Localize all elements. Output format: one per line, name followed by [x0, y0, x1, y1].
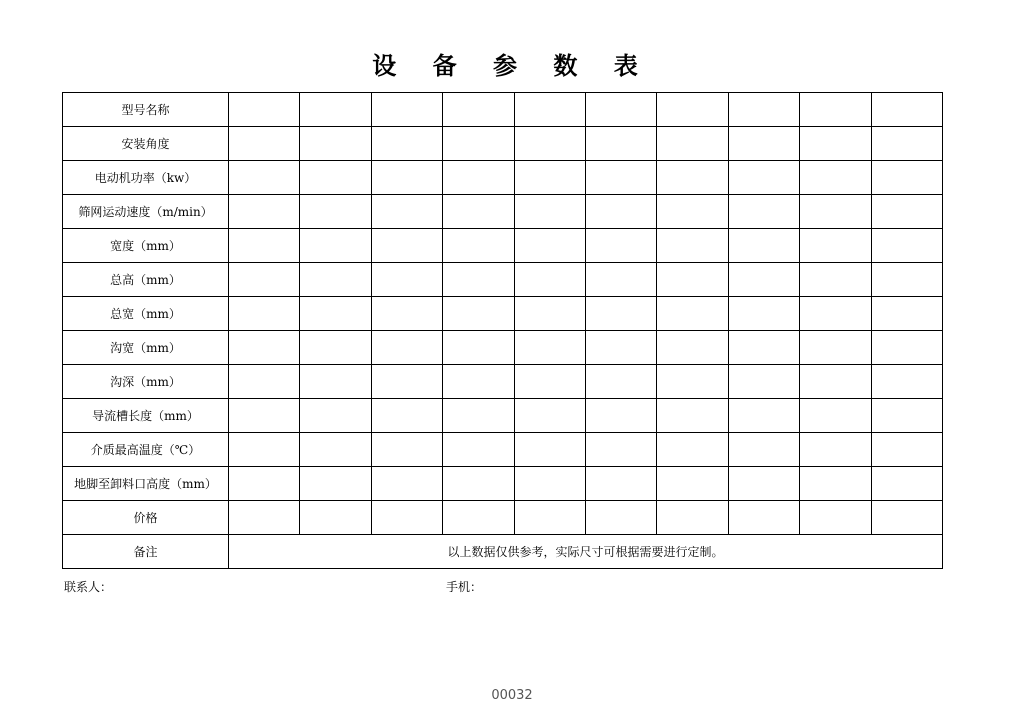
value-cell[interactable] [657, 195, 728, 229]
value-cell[interactable] [443, 195, 514, 229]
value-cell[interactable] [728, 399, 799, 433]
value-cell[interactable] [585, 331, 656, 365]
value-cell[interactable] [229, 365, 300, 399]
value-cell[interactable] [514, 161, 585, 195]
value-cell[interactable] [371, 127, 442, 161]
value-cell[interactable] [300, 161, 371, 195]
value-cell[interactable] [371, 467, 442, 501]
value-cell[interactable] [657, 365, 728, 399]
parameter-table-body [63, 93, 943, 569]
value-cell[interactable] [514, 93, 585, 127]
page-number: 00032 [491, 688, 533, 703]
value-cell[interactable] [371, 501, 442, 535]
parameter-table [62, 92, 943, 569]
row-label: 沟深（mm） [63, 365, 229, 399]
value-cell[interactable] [300, 331, 371, 365]
table-row [63, 161, 943, 195]
value-cell[interactable] [443, 467, 514, 501]
value-cell[interactable] [300, 195, 371, 229]
value-cell[interactable] [300, 365, 371, 399]
value-cell[interactable] [585, 297, 656, 331]
row-label: 筛网运动速度（m/min） [63, 195, 229, 229]
table-row [63, 93, 943, 127]
value-cell[interactable] [585, 433, 656, 467]
value-cell[interactable] [371, 161, 442, 195]
value-cell[interactable] [871, 331, 942, 365]
value-cell[interactable] [229, 229, 300, 263]
value-cell[interactable] [800, 127, 871, 161]
value-cell[interactable] [800, 467, 871, 501]
value-cell[interactable] [585, 229, 656, 263]
table-row [63, 195, 943, 229]
value-cell[interactable] [728, 331, 799, 365]
value-cell[interactable] [871, 399, 942, 433]
value-cell[interactable] [585, 501, 656, 535]
phone-label: 手机： [446, 580, 483, 594]
value-cell[interactable] [443, 93, 514, 127]
value-cell[interactable] [443, 297, 514, 331]
table-row [63, 263, 943, 297]
value-cell[interactable] [657, 501, 728, 535]
value-cell[interactable] [728, 229, 799, 263]
value-cell[interactable] [585, 365, 656, 399]
value-cell[interactable] [800, 399, 871, 433]
value-cell[interactable] [300, 467, 371, 501]
value-cell[interactable] [300, 127, 371, 161]
value-cell[interactable] [371, 93, 442, 127]
value-cell[interactable] [800, 229, 871, 263]
value-cell[interactable] [229, 433, 300, 467]
value-cell[interactable] [728, 501, 799, 535]
value-cell[interactable] [728, 195, 799, 229]
value-cell[interactable] [871, 161, 942, 195]
value-cell[interactable] [585, 93, 656, 127]
value-cell[interactable] [871, 365, 942, 399]
value-cell[interactable] [871, 501, 942, 535]
page-title: 设 备 参 数 表 [372, 52, 652, 80]
value-cell[interactable] [229, 399, 300, 433]
value-cell[interactable] [443, 127, 514, 161]
value-cell[interactable] [300, 501, 371, 535]
value-cell[interactable] [585, 263, 656, 297]
note-label: 备注 [63, 535, 229, 569]
value-cell[interactable] [443, 331, 514, 365]
value-cell[interactable] [443, 263, 514, 297]
value-cell[interactable] [300, 229, 371, 263]
row-label: 介质最高温度（℃） [63, 433, 229, 467]
value-cell[interactable] [728, 127, 799, 161]
value-cell[interactable] [300, 297, 371, 331]
value-cell[interactable] [728, 297, 799, 331]
value-cell[interactable] [871, 467, 942, 501]
value-cell[interactable] [229, 297, 300, 331]
value-cell[interactable] [300, 433, 371, 467]
value-cell[interactable] [871, 263, 942, 297]
value-cell[interactable] [514, 501, 585, 535]
value-cell[interactable] [514, 331, 585, 365]
value-cell[interactable] [443, 161, 514, 195]
value-cell[interactable] [728, 263, 799, 297]
value-cell[interactable] [229, 195, 300, 229]
value-cell[interactable] [728, 365, 799, 399]
table-row [63, 127, 943, 161]
value-cell[interactable] [657, 331, 728, 365]
value-cell[interactable] [800, 93, 871, 127]
value-cell[interactable] [871, 195, 942, 229]
value-cell[interactable] [800, 195, 871, 229]
value-cell[interactable] [229, 161, 300, 195]
value-cell[interactable] [514, 195, 585, 229]
value-cell[interactable] [514, 263, 585, 297]
value-cell[interactable] [443, 365, 514, 399]
value-cell[interactable] [371, 229, 442, 263]
value-cell[interactable] [443, 399, 514, 433]
row-label: 价格 [63, 501, 229, 535]
value-cell[interactable] [728, 433, 799, 467]
row-label: 型号名称 [63, 93, 229, 127]
row-label: 导流槽长度（mm） [63, 399, 229, 433]
value-cell[interactable] [871, 93, 942, 127]
value-cell[interactable] [800, 365, 871, 399]
table-row [63, 399, 943, 433]
row-label: 电动机功率（kw） [63, 161, 229, 195]
value-cell[interactable] [514, 467, 585, 501]
value-cell[interactable] [371, 331, 442, 365]
value-cell[interactable] [514, 365, 585, 399]
table-row [63, 331, 943, 365]
value-cell[interactable] [800, 263, 871, 297]
value-cell[interactable] [657, 263, 728, 297]
value-cell[interactable] [514, 399, 585, 433]
value-cell[interactable] [657, 297, 728, 331]
value-cell[interactable] [371, 263, 442, 297]
note-text: 以上数据仅供参考，实际尺寸可根据需要进行定制。 [229, 535, 943, 569]
value-cell[interactable] [800, 297, 871, 331]
value-cell[interactable] [371, 365, 442, 399]
value-cell[interactable] [514, 297, 585, 331]
value-cell[interactable] [800, 331, 871, 365]
value-cell[interactable] [728, 93, 799, 127]
table-row [63, 365, 943, 399]
value-cell[interactable] [443, 229, 514, 263]
value-cell[interactable] [800, 501, 871, 535]
value-cell[interactable] [371, 195, 442, 229]
value-cell[interactable] [371, 297, 442, 331]
value-cell[interactable] [585, 399, 656, 433]
note-row [63, 535, 943, 569]
value-cell[interactable] [728, 467, 799, 501]
value-cell[interactable] [657, 467, 728, 501]
value-cell[interactable] [229, 467, 300, 501]
value-cell[interactable] [229, 263, 300, 297]
value-cell[interactable] [657, 161, 728, 195]
value-cell[interactable] [585, 195, 656, 229]
value-cell[interactable] [514, 433, 585, 467]
value-cell[interactable] [585, 127, 656, 161]
row-label: 总宽（mm） [63, 297, 229, 331]
value-cell[interactable] [229, 93, 300, 127]
value-cell[interactable] [871, 229, 942, 263]
value-cell[interactable] [229, 501, 300, 535]
value-cell[interactable] [800, 161, 871, 195]
table-row [63, 433, 943, 467]
row-label: 沟宽（mm） [63, 331, 229, 365]
row-label: 地脚至卸料口高度（mm） [63, 467, 229, 501]
table-row [63, 297, 943, 331]
value-cell[interactable] [514, 127, 585, 161]
value-cell[interactable] [229, 331, 300, 365]
value-cell[interactable] [371, 399, 442, 433]
value-cell[interactable] [229, 127, 300, 161]
value-cell[interactable] [657, 127, 728, 161]
value-cell[interactable] [728, 161, 799, 195]
value-cell[interactable] [371, 433, 442, 467]
value-cell[interactable] [871, 433, 942, 467]
table-row [63, 467, 943, 501]
row-label: 安装角度 [63, 127, 229, 161]
value-cell[interactable] [871, 127, 942, 161]
value-cell[interactable] [585, 467, 656, 501]
table-row [63, 501, 943, 535]
value-cell[interactable] [300, 93, 371, 127]
value-cell[interactable] [443, 433, 514, 467]
row-label: 宽度（mm） [63, 229, 229, 263]
row-label: 总高（mm） [63, 263, 229, 297]
value-cell[interactable] [300, 399, 371, 433]
value-cell[interactable] [871, 297, 942, 331]
contact-label: 联系人： [64, 580, 113, 594]
value-cell[interactable] [657, 93, 728, 127]
value-cell[interactable] [514, 229, 585, 263]
value-cell[interactable] [657, 229, 728, 263]
value-cell[interactable] [657, 399, 728, 433]
value-cell[interactable] [800, 433, 871, 467]
value-cell[interactable] [585, 161, 656, 195]
value-cell[interactable] [300, 263, 371, 297]
value-cell[interactable] [657, 433, 728, 467]
value-cell[interactable] [443, 501, 514, 535]
table-row [63, 229, 943, 263]
